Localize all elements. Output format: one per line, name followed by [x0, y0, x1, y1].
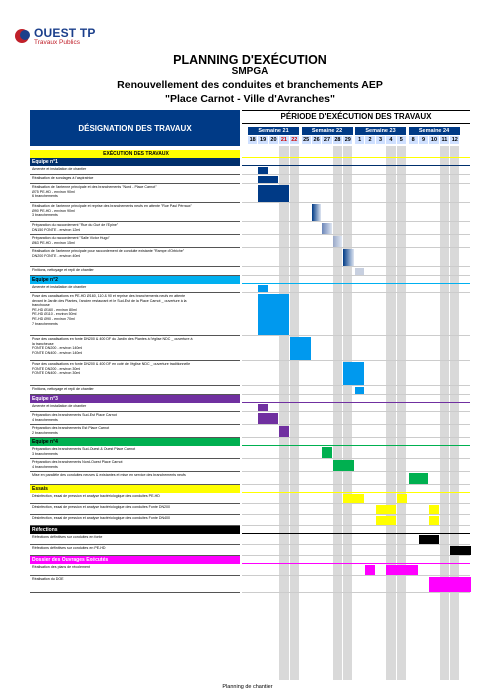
task-text: Réalisation de l'antenne principale et des branchements "Nord - Place Carnot" [32, 185, 157, 189]
section-band [242, 445, 470, 446]
gantt-bar [258, 413, 278, 424]
task-text: Amenée et installation de chantier [32, 167, 87, 171]
day-header: 26 [313, 137, 320, 143]
gantt-bar [279, 426, 288, 437]
row-divider [242, 275, 470, 276]
designation-header: DÉSIGNATION DES TRAVAUX [30, 110, 240, 146]
task-row [30, 175, 240, 184]
shaded-column [343, 146, 352, 680]
day-header: 5 [397, 136, 406, 144]
row-divider [242, 183, 470, 184]
gantt-bar [429, 516, 438, 525]
row-divider [242, 411, 470, 412]
task-row [30, 184, 240, 203]
task-row [30, 534, 240, 545]
task-row [30, 361, 240, 386]
shaded-column [440, 146, 449, 680]
section-band [242, 563, 470, 564]
task-row [30, 446, 240, 459]
task-text: Préparation du raccordement "Rue du Gué de l'Epine" [32, 223, 119, 227]
day-header: 3 [376, 136, 385, 144]
task-text: DN150 FONTE - environ 12ml [32, 227, 81, 232]
task-text: Réfections définitives sur conduites en PE-HD [32, 546, 106, 550]
section-band [242, 492, 470, 493]
task-text: 4 branchements [32, 417, 58, 422]
gantt-bar [429, 577, 471, 592]
task-text: 3 branchements [32, 451, 58, 456]
task-text: PE-HD Ø110 - environ 50ml [32, 312, 77, 317]
row-divider [242, 266, 470, 267]
gantt-bar [343, 362, 364, 385]
gantt-bar [343, 249, 354, 266]
section-header-row [30, 395, 240, 403]
row-divider [242, 234, 470, 235]
section-label: Dossier des Ouvrages Exécutés [32, 557, 109, 563]
task-text: Ø90 PE-HD - environ 90ml [32, 208, 75, 213]
task-row [30, 576, 240, 593]
shaded-column [290, 146, 299, 680]
task-text: Désinfection, essai de pression et analyse bactériologique des conduites Fonte DN200 [32, 505, 171, 509]
task-text: Réalisation de l'antenne principale pour raccordement de conduite existante "Rampe d'Orbiche" [32, 249, 185, 253]
section-header-row [30, 526, 240, 534]
task-row [30, 425, 240, 438]
gantt-bar [355, 268, 364, 275]
task-row [30, 222, 240, 235]
task-text: Réalisation des plans de récolement [32, 565, 90, 569]
task-row [30, 336, 240, 361]
gantt-bar [376, 505, 396, 514]
task-row [30, 284, 240, 293]
task-text: 7 branchements [32, 321, 58, 326]
day-header: 2 [365, 136, 374, 144]
gantt-bar [429, 505, 438, 514]
row-divider [242, 575, 470, 576]
page-subtitle: SMPGA [231, 66, 269, 77]
day-header: 21 [280, 137, 287, 143]
day-header: 29 [344, 137, 351, 143]
week-header: Semaine 22 [302, 127, 353, 135]
day-header: 8 [409, 136, 418, 144]
row-divider [242, 503, 470, 504]
section-band [242, 533, 470, 534]
gantt-bar [397, 494, 408, 503]
day-header: 20 [270, 137, 277, 143]
project-title-2: "Place Carnot - Ville d'Avranches" [164, 93, 335, 105]
task-text: PE-HD Ø90 - environ 70ml [32, 316, 75, 321]
gantt-bar [312, 204, 321, 221]
day-header: 27 [323, 137, 331, 143]
task-row [30, 166, 240, 175]
section-label: Equipe n°4 [32, 439, 58, 445]
section-band [242, 157, 470, 158]
task-row [30, 248, 240, 267]
task-text: devant le Jardin des Plantes, l'ancien restaurant et le Sud-Est de la Place Carnot _ ouverture à la [32, 298, 187, 303]
page-footer: Planning de chantier [222, 684, 273, 690]
gantt-bar [322, 223, 331, 234]
task-row [30, 203, 240, 222]
task-text: Pose des canalisations en fonte DN200 & 400 DF en coté de l'église NDC _ ouverture traditionnelle [32, 362, 191, 366]
row-divider [242, 555, 470, 556]
row-divider [242, 592, 470, 593]
section-header-row [30, 150, 240, 158]
periode-header: PÉRIODE D'EXÉCUTION DES TRAVAUX [242, 110, 470, 124]
row-divider [242, 385, 470, 386]
task-text: Désinfection, essai de pression et analyse bactériologique des conduites Fonte DN400 [32, 516, 171, 520]
day-header: 25 [303, 137, 310, 143]
day-header: 18 [249, 137, 256, 143]
shaded-column [333, 146, 342, 680]
section-label: EXÉCUTION DES TRAVAUX [103, 151, 169, 157]
gantt-bar [258, 185, 288, 202]
task-text: Amenée et installation de chantier [32, 404, 87, 408]
task-text: Mise en parallèle des conduites neuves & existantes et mise en service des branchements neufs [32, 473, 186, 477]
row-divider [242, 335, 470, 336]
section-label: Essais [32, 486, 48, 492]
section-header-row [30, 485, 240, 493]
day-header: 22 [291, 137, 298, 143]
gantt-bar [333, 460, 354, 471]
section-header-row [30, 276, 240, 284]
task-text: FONTE DN400 - environ 140ml [32, 350, 83, 355]
section-header-row [30, 158, 240, 166]
task-text: 3 branchements [32, 213, 58, 218]
gantt-planning [30, 110, 470, 680]
company-logo [14, 24, 124, 54]
task-row [30, 504, 240, 515]
task-text: Préparation du raccordement "Salle Victor Hugo" [32, 236, 110, 240]
gantt-bar [258, 167, 267, 174]
task-row [30, 545, 240, 556]
gantt-bar [355, 387, 364, 394]
task-text: PE-HD Ø160 - environ 80ml [32, 307, 77, 312]
task-text: Pose des canalisations en PE-HD Ø160, 110 & 90 et reprise des branchements neufs en attente [32, 294, 186, 298]
shaded-column [450, 146, 459, 680]
day-header: 10 [430, 137, 438, 143]
task-row [30, 293, 240, 336]
gantt-bar [333, 236, 342, 247]
page-title: PLANNING D'EXÉCUTION [173, 53, 327, 67]
week-header: Semaine 21 [248, 127, 299, 135]
gantt-bar [409, 473, 429, 484]
section-label: Réfections [32, 527, 58, 533]
gantt-bar [290, 337, 311, 360]
row-divider [242, 394, 470, 395]
section-label: Equipe n°2 [32, 277, 58, 283]
shaded-column [397, 146, 406, 680]
gantt-bar [258, 404, 267, 411]
task-text: Préparation des branchements Sud-Ouest & Ouest Place Carnot [32, 447, 136, 451]
task-text: Préparation des branchements Est Place Carnot [32, 426, 110, 430]
task-text: tranchouse [32, 303, 50, 308]
row-divider [242, 202, 470, 203]
task-text: FONTE DN400 - environ 30ml [32, 371, 81, 376]
task-text: Désinfection, essai de pression et analyse bactériologique des conduites PE-HD [32, 494, 160, 498]
task-text: Amenée et installation de chantier [32, 285, 87, 289]
company-tagline: Travaux Publics [34, 39, 80, 46]
task-row [30, 515, 240, 526]
row-divider [242, 525, 470, 526]
task-text: Finitions, nettoyage et repli de chantier [32, 268, 94, 272]
gantt-bar [322, 447, 331, 458]
row-divider [242, 221, 470, 222]
task-text: Pose des canalisations en fonte DN200 & 400 DF du Jardin des Plantes à l'église NDC _ ouverture à [32, 337, 193, 341]
day-header: 12 [451, 137, 458, 143]
logo-mark-icon [14, 26, 34, 46]
project-title-1: Renouvellement des conduites et branchements AEP [117, 79, 383, 91]
section-band [242, 165, 470, 166]
task-text: Réalisation de l'antenne principale et reprise des branchements neufs en attente "Rue Paul Pérraux" [32, 204, 192, 208]
task-text: Ø75 PE-HD - environ 90ml [32, 189, 75, 194]
task-row [30, 267, 240, 276]
row-divider [242, 514, 470, 515]
task-row [30, 472, 240, 485]
day-header: 9 [419, 136, 428, 144]
shaded-column [279, 146, 288, 680]
gantt-bar [258, 285, 267, 292]
task-text: 4 branchements [32, 464, 58, 469]
task-text: Préparation des branchements Sud-Est Place Carnot [32, 413, 117, 417]
gantt-bar [450, 546, 471, 555]
gantt-bar [376, 516, 396, 525]
day-header: 19 [260, 137, 267, 143]
gantt-bar [419, 535, 439, 544]
company-name: OUEST TP [34, 26, 96, 40]
day-header: 1 [355, 136, 364, 144]
task-row [30, 564, 240, 576]
row-divider [242, 484, 470, 485]
shaded-column [386, 146, 395, 680]
task-row [30, 493, 240, 504]
task-text: Réalisation de sondages à l'aspiratrice [32, 176, 94, 180]
week-header: Semaine 23 [355, 127, 406, 135]
section-band [242, 402, 470, 403]
gantt-bar [386, 565, 418, 575]
row-divider [242, 544, 470, 545]
section-header-row [30, 556, 240, 564]
task-text: Ø63 PE-HD - environ 15ml [32, 240, 75, 245]
task-row [30, 386, 240, 395]
row-divider [242, 437, 470, 438]
row-divider [242, 360, 470, 361]
task-text: 6 branchements [32, 194, 58, 199]
row-divider [242, 174, 470, 175]
section-band [242, 283, 470, 284]
task-text: Réalisation du DOE [32, 577, 64, 581]
gantt-bar [258, 176, 278, 183]
row-divider [242, 424, 470, 425]
task-row [30, 412, 240, 425]
row-divider [242, 458, 470, 459]
day-header: 28 [334, 137, 341, 143]
section-label: Equipe n°1 [32, 159, 58, 165]
task-text: Préparation des branchements Nord-Ouest Place Carnot [32, 460, 123, 464]
task-text: DN200 FONTE - environ 40ml [32, 253, 81, 258]
gantt-bar [258, 294, 288, 335]
row-divider [242, 292, 470, 293]
row-divider [242, 247, 470, 248]
task-row [30, 459, 240, 472]
section-header-row [30, 438, 240, 446]
task-text: Réfections définitives sur conduites en fonte [32, 535, 103, 539]
week-header: Semaine 24 [409, 127, 460, 135]
gantt-bar [365, 565, 374, 575]
day-header: 11 [441, 137, 448, 143]
task-text: la trancheuse [32, 341, 54, 346]
day-header: 4 [386, 136, 395, 144]
section-label: Equipe n°3 [32, 396, 58, 402]
row-divider [242, 471, 470, 472]
task-row [30, 235, 240, 248]
gantt-bar [343, 494, 364, 503]
task-row [30, 403, 240, 412]
task-text: Finitions, nettoyage et repli de chantier [32, 387, 94, 391]
task-text: 2 branchements [32, 430, 58, 435]
task-text: FONTE DN200 - environ 30ml [32, 366, 81, 371]
task-text: FONTE DN200 - environ 140ml [32, 346, 83, 351]
